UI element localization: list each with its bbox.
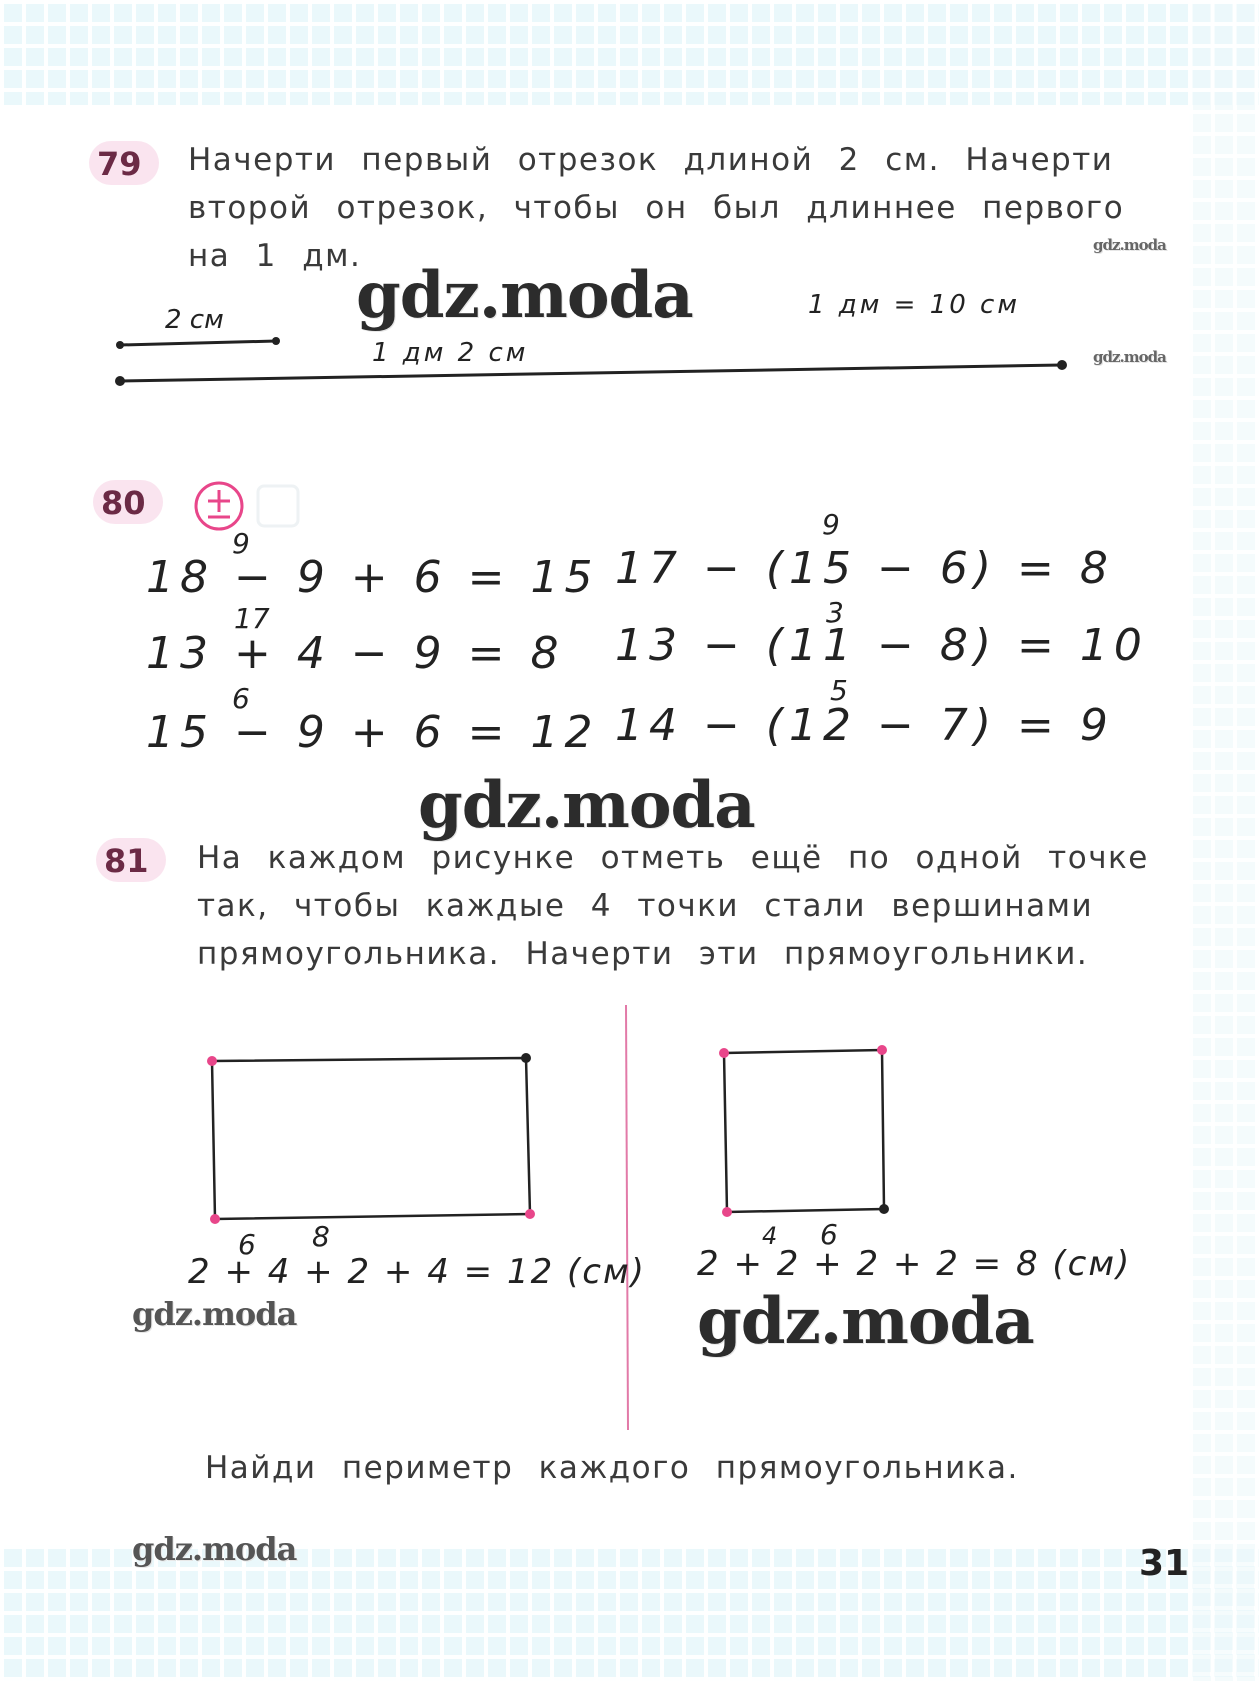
equation: 18 − 9 + 6 = 15 xyxy=(146,552,599,603)
task-79-line-3: на 1 дм. xyxy=(188,238,362,274)
watermark: gdz.moda xyxy=(418,768,755,843)
square-right xyxy=(724,1050,884,1212)
page-number: 31 xyxy=(1139,1543,1190,1584)
segment-2cm xyxy=(120,341,276,345)
segment-12cm-start-point xyxy=(115,376,125,386)
equation-hint: 5 xyxy=(830,674,848,707)
task-81-line-2: так, чтобы каждые 4 точки стали вершинами xyxy=(197,888,1094,924)
figures-divider xyxy=(626,1005,628,1430)
task-79-line-1: Начерти первый отрезок длиной 2 см. Начерти xyxy=(188,142,1114,178)
vertex-pink xyxy=(525,1209,535,1219)
segment-1-label: 2 см xyxy=(165,305,224,335)
perimeter-hint: 6 xyxy=(820,1218,838,1251)
task-number-80: 80 xyxy=(101,484,146,522)
equation: 13 − (11 − 8) = 10 xyxy=(615,620,1148,671)
segment-2-label: 1 дм 2 см xyxy=(372,338,529,368)
task-81-text xyxy=(197,834,1149,978)
task-number-79: 79 xyxy=(97,145,142,183)
segment-12cm-end-point xyxy=(1057,360,1067,370)
segment-2cm-end-point xyxy=(272,337,280,345)
equation-hint: 9 xyxy=(822,508,840,541)
watermark: gdz.moda xyxy=(132,1530,297,1568)
watermark: gdz.moda xyxy=(356,258,693,333)
vertex-black xyxy=(879,1204,889,1214)
plus-minus-icon xyxy=(196,483,298,529)
equation: 14 − (12 − 7) = 9 xyxy=(615,700,1114,751)
vertex-pink xyxy=(722,1207,732,1217)
equation: 15 − 9 + 6 = 12 xyxy=(146,707,599,758)
watermark: gdz.moda xyxy=(1093,236,1166,254)
vertex-pink xyxy=(207,1056,217,1066)
vertex-pink xyxy=(719,1048,729,1058)
vertex-pink xyxy=(210,1214,220,1224)
equation: 17 − (15 − 6) = 8 xyxy=(615,543,1114,594)
equation-hint: 17 xyxy=(234,602,270,635)
rectangle-left xyxy=(212,1058,530,1219)
equation-hint: 9 xyxy=(232,527,250,560)
perimeter-left: 2 + 4 + 2 + 4 = 12 (см) xyxy=(188,1252,646,1292)
equation-hint: 3 xyxy=(826,596,844,629)
watermark: gdz.moda xyxy=(132,1295,297,1333)
perimeter-hint: 4 xyxy=(762,1222,778,1250)
perimeter-hint: 6 xyxy=(238,1228,256,1261)
equation-hint: 6 xyxy=(232,682,250,715)
perimeter-hint: 8 xyxy=(312,1220,330,1253)
segment-2cm-start-point xyxy=(116,341,124,349)
watermark: gdz.moda xyxy=(697,1284,1034,1359)
vertex-pink xyxy=(877,1045,887,1055)
segment-12cm xyxy=(120,365,1062,381)
watermark: gdz.moda xyxy=(1093,348,1166,366)
task-79-line-2: второй отрезок, чтобы он был длиннее первого xyxy=(188,190,1125,226)
perimeter-right: 2 + 2 + 2 + 2 = 8 (см) xyxy=(697,1244,1132,1284)
task-81-line-3: прямоугольника. Начерти эти прямоугольники. xyxy=(197,936,1089,972)
conversion-note: 1 дм = 10 см xyxy=(808,290,1020,320)
equation: 13 + 4 − 9 = 8 xyxy=(146,628,565,679)
task-81-footer: Найди периметр каждого прямоугольника. xyxy=(205,1450,1019,1486)
vertex-black xyxy=(521,1053,531,1063)
task-number-81: 81 xyxy=(104,842,149,880)
task-81-line-1: На каждом рисунке отметь ещё по одной точке xyxy=(197,840,1149,876)
